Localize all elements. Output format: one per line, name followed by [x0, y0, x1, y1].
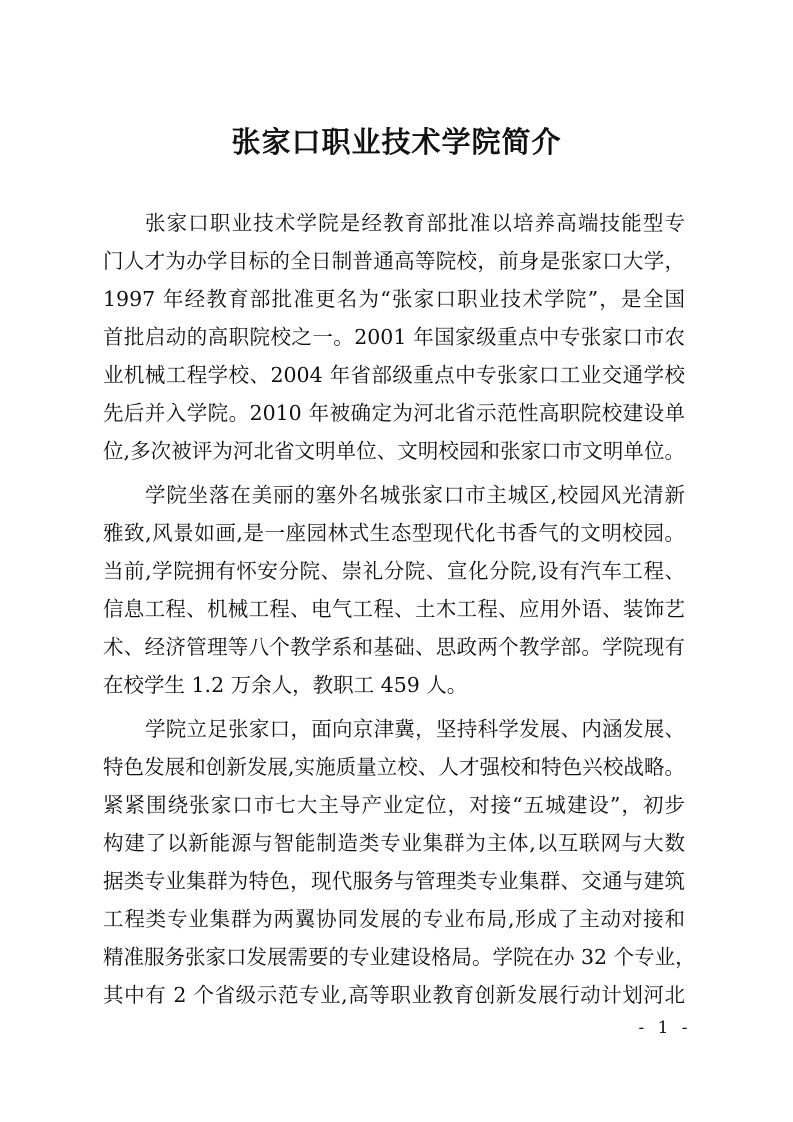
paragraph-line: 雅致,风景如画,是一座园林式生态型现代化书香气的文明校园。 — [103, 521, 685, 545]
paragraph-line: 在校学生 1.2 万余人，教职工 459 人。 — [103, 673, 468, 697]
paragraph-line: 1997 年经教育部批准更名为“张家口职业技术学院”，是全国 — [103, 287, 685, 311]
paragraph-line: 术、经济管理等八个教学系和基础、思政两个教学部。学院现有 — [103, 635, 685, 659]
paragraph-line: 张家口职业技术学院是经教育部批准以培养高端技能型专 — [145, 211, 685, 235]
paragraph-line: 首批启动的高职院校之一。2001 年国家级重点中专张家口市农 — [103, 325, 685, 349]
paragraph-line: 特色发展和创新发展,实施质量立校、人才强校和特色兴校战略。 — [103, 755, 685, 779]
paragraph-line: 先后并入学院。2010 年被确定为河北省示范性高职院校建设单 — [103, 401, 685, 425]
paragraph-line: 精准服务张家口发展需要的专业建设格局。学院在办 32 个专业， — [103, 945, 696, 969]
paragraph-line: 当前,学院拥有怀安分院、崇礼分院、宣化分院,设有汽车工程、 — [103, 559, 685, 583]
paragraph-line: 工程类专业集群为两翼协同发展的专业布局,形成了主动对接和 — [103, 907, 685, 931]
paragraph-line: 业机械工程学校、2004 年省部级重点中专张家口工业交通学校 — [103, 363, 685, 387]
paragraph-line: 其中有 2 个省级示范专业,高等职业教育创新发展行动计划河北 — [103, 983, 685, 1007]
page-number: - 1 - — [638, 1018, 692, 1038]
paragraph-line: 信息工程、机械工程、电气工程、土木工程、应用外语、装饰艺 — [103, 597, 685, 621]
paragraph-line: 紧紧围绕张家口市七大主导产业定位，对接“五城建设”，初步 — [103, 793, 685, 817]
document-title: 张家口职业技术学院简介 — [231, 125, 562, 159]
paragraph-line: 学院坐落在美丽的塞外名城张家口市主城区,校园风光清新 — [145, 483, 685, 507]
paragraph-line: 学院立足张家口，面向京津冀，坚持科学发展、内涵发展、 — [145, 717, 685, 741]
paragraph-line: 据类专业集群为特色，现代服务与管理类专业集群、交通与建筑 — [103, 869, 685, 893]
paragraph-line: 构建了以新能源与智能制造类专业集群为主体,以互联网与大数 — [103, 831, 685, 855]
paragraph-line: 位,多次被评为河北省文明单位、文明校园和张家口市文明单位。 — [103, 439, 685, 463]
paragraph-line: 门人才为办学目标的全日制普通高等院校，前身是张家口大学， — [103, 249, 685, 273]
